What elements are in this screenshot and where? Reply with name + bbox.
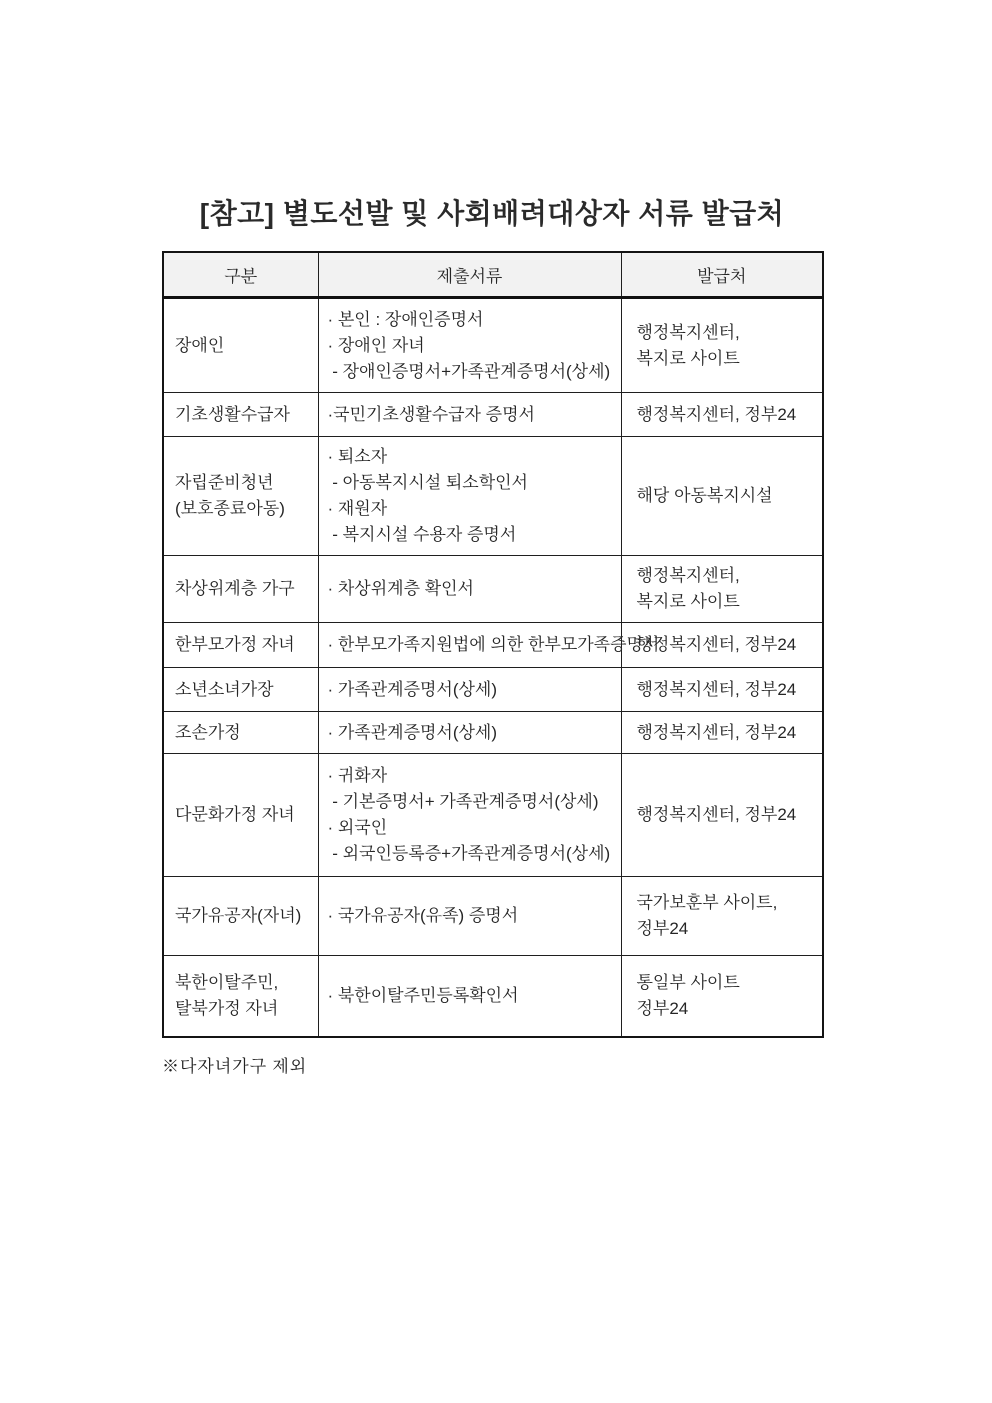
cell-documents xyxy=(318,877,621,956)
cell-text-line: · 귀화자 xyxy=(327,766,388,785)
cell-issuer xyxy=(621,754,823,877)
table-row xyxy=(163,877,823,956)
cell-text-line: 행정복지센터, 정부24 xyxy=(636,635,797,654)
cell-text-line: 한부모가정 자녀 xyxy=(175,635,295,654)
cell-text-line: 국가보훈부 사이트, xyxy=(636,893,778,912)
cell-documents xyxy=(318,623,660,668)
cell-documents xyxy=(318,712,621,754)
cell-issuer xyxy=(621,623,823,668)
table-row xyxy=(163,556,823,623)
cell-text-line: - 아동복지시설 퇴소학인서 xyxy=(327,473,528,492)
cell-issuer xyxy=(621,437,823,556)
cell-text-line: 행정복지센터, 정부24 xyxy=(636,722,797,742)
cell-issuer xyxy=(621,877,823,956)
cell-text-line: · 가족관계증명서(상세) xyxy=(327,722,498,742)
cell-text-line: 행정복지센터, 정부24 xyxy=(636,805,797,824)
page-title: [참고] 별도선발 및 사회배려대상자 서류 발급처 xyxy=(199,198,785,229)
cell-text-line: - 복지시설 수용자 증명서 xyxy=(327,525,517,544)
cell-text-line: 행정복지센터, 정부24 xyxy=(636,679,797,699)
cell-issuer xyxy=(621,556,823,623)
cell-text-line: · 외국인 xyxy=(327,818,388,837)
cell-text-line: 행정복지센터, 정부24 xyxy=(636,404,797,424)
cell-category xyxy=(163,298,318,393)
cell-documents xyxy=(318,393,621,437)
cell-documents xyxy=(318,754,621,877)
cell-documents xyxy=(318,956,621,1037)
cell-issuer xyxy=(621,712,823,754)
cell-text-line: 국가유공자(자녀) xyxy=(175,906,302,925)
cell-category xyxy=(163,623,318,668)
table-row xyxy=(163,712,823,754)
issuance-table xyxy=(162,251,824,1038)
cell-text-line: - 기본증명서+ 가족관계증명서(상세) xyxy=(327,792,599,811)
cell-text-line: (보호종료아동) xyxy=(175,499,285,518)
cell-category xyxy=(163,668,318,712)
cell-text-line: 복지로 사이트 xyxy=(636,592,740,611)
column-header-issuer: 발급처 xyxy=(621,252,823,298)
cell-category xyxy=(163,556,318,623)
cell-text-line: 행정복지센터, xyxy=(636,322,740,342)
column-header-documents: 제출서류 xyxy=(318,252,621,298)
cell-text-line: 차상위계층 가구 xyxy=(175,579,295,598)
cell-text-line: 북한이탈주민, xyxy=(175,972,279,992)
cell-text-line: · 재원자 xyxy=(327,499,388,518)
cell-category xyxy=(163,877,318,956)
cell-category xyxy=(163,956,318,1037)
table-row xyxy=(163,956,823,1037)
cell-documents xyxy=(318,298,621,393)
cell-text-line: 복지로 사이트 xyxy=(636,348,740,368)
footnote: ※다자녀가구 제외 xyxy=(162,1056,308,1076)
cell-issuer xyxy=(621,956,823,1037)
cell-text-line: 소년소녀가장 xyxy=(175,679,274,699)
cell-text-line: 다문화가정 자녀 xyxy=(175,805,295,824)
cell-documents xyxy=(318,437,621,556)
cell-documents xyxy=(318,556,621,623)
cell-category xyxy=(163,437,318,556)
cell-text-line: · 북한이탈주민등록확인서 xyxy=(327,985,519,1005)
cell-text-line: 자립준비청년 xyxy=(175,473,274,492)
cell-issuer xyxy=(621,668,823,712)
table-row xyxy=(163,393,823,437)
cell-text-line: · 장애인 자녀 xyxy=(327,335,425,355)
table-row xyxy=(163,754,823,877)
cell-text-line: 탈북가정 자녀 xyxy=(175,998,279,1018)
cell-category xyxy=(163,712,318,754)
cell-text-line: 해당 아동복지시설 xyxy=(636,486,773,505)
cell-documents xyxy=(318,668,621,712)
document-page xyxy=(162,192,822,1077)
cell-text-line: · 국가유공자(유족) 증명서 xyxy=(327,906,519,925)
cell-text-line: · 가족관계증명서(상세) xyxy=(327,679,498,699)
cell-text-line: 조손가정 xyxy=(175,722,241,742)
cell-text-line: ·국민기초생활수급자 증명서 xyxy=(327,404,535,424)
cell-text-line: - 외국인등록증+가족관계증명서(상세) xyxy=(327,844,611,863)
table-row xyxy=(163,623,823,668)
cell-issuer xyxy=(621,298,823,393)
table-row xyxy=(163,298,823,393)
cell-text-line: 행정복지센터, xyxy=(636,566,740,585)
cell-text-line: · 퇴소자 xyxy=(327,447,388,466)
table-header-row xyxy=(163,252,823,298)
cell-text-line: 정부24 xyxy=(636,919,689,938)
cell-text-line: · 한부모가족지원법에 의한 한부모가족증명서 xyxy=(327,635,660,654)
table-row xyxy=(163,437,823,556)
cell-text-line: - 장애인증명서+가족관계증명서(상세) xyxy=(327,361,611,381)
column-header-category: 구분 xyxy=(163,252,318,298)
cell-text-line: 통일부 사이트 xyxy=(636,972,740,992)
cell-text-line: 기초생활수급자 xyxy=(175,404,290,424)
cell-category xyxy=(163,393,318,437)
cell-text-line: 정부24 xyxy=(636,998,689,1018)
cell-text-line: · 본인 : 장애인증명서 xyxy=(327,309,484,329)
cell-text-line: · 차상위계층 확인서 xyxy=(327,579,474,598)
cell-category xyxy=(163,754,318,877)
cell-issuer xyxy=(621,393,823,437)
table-body xyxy=(163,298,823,1037)
table-row xyxy=(163,668,823,712)
cell-text-line: 장애인 xyxy=(175,335,225,355)
